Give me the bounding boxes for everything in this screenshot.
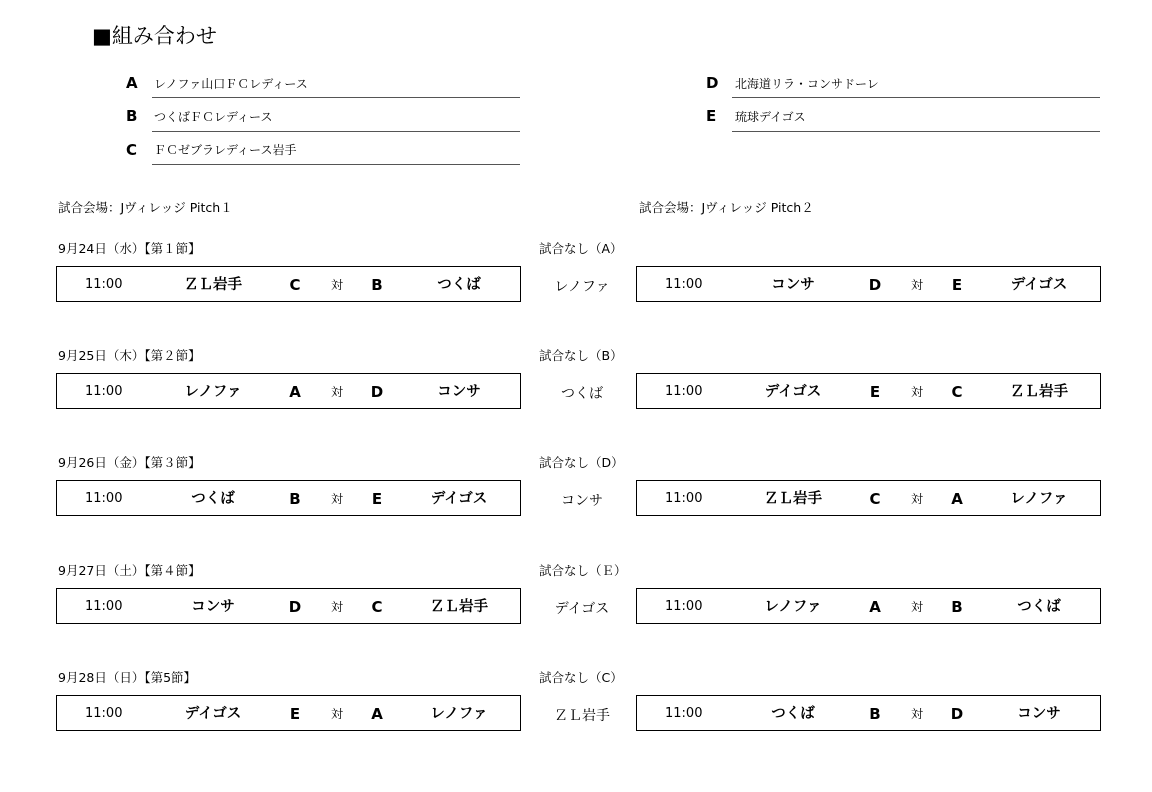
venue-pitch2: 試合会場：Jヴィレッジ Pitch２ [639,200,814,215]
vs-label: 対 [910,492,923,506]
home-letter: B [289,490,301,508]
away-letter: A [371,705,383,723]
vs-label: 対 [330,385,343,399]
match-box [636,695,1101,731]
away-letter: B [951,598,963,616]
vs-label: 対 [910,600,923,614]
match-box [56,266,521,302]
match-box [56,373,521,409]
away-team: コンサ [1017,706,1061,722]
home-letter: D [288,598,302,616]
match-time: 11:00 [85,706,123,721]
bye-team: レノファ [554,279,610,295]
round-date: 9月27日（土）【第４節】 [58,563,201,578]
vs-label: 対 [330,600,343,614]
vs-label: 対 [330,707,343,721]
team-underline [732,97,1100,98]
bye-label: 試合なし（Ｅ） [539,563,627,578]
bye-label: 試合なし（D） [539,455,624,470]
match-box [636,266,1101,302]
away-letter: C [951,383,963,401]
home-team: コンサ [191,599,235,615]
vs-label: 対 [330,278,343,292]
venue-pitch1: 試合会場：Jヴィレッジ Pitch１ [58,200,233,215]
match-time: 11:00 [665,599,703,614]
team-name: 北海道リラ・コンサドーレ [735,77,879,91]
vs-label: 対 [910,278,923,292]
home-team: レノファ [764,599,822,615]
vs-label: 対 [910,707,923,721]
bye-team: コンサ [561,493,603,509]
match-time: 11:00 [85,491,123,506]
away-letter: D [950,705,964,723]
away-team: つくば [1017,599,1061,615]
home-letter: C [869,490,881,508]
bye-label: 試合なし（A） [539,241,623,256]
team-underline [152,131,520,132]
bye-team: デイゴス [554,601,610,617]
home-team: つくば [771,706,815,722]
team-underline [152,97,520,98]
away-team: つくば [437,277,481,293]
team-name: つくばＦＣレディース [154,110,273,124]
match-time: 11:00 [665,277,703,292]
home-team: つくば [191,491,235,507]
bye-team: ＺＬ岩手 [554,708,610,724]
team-letter: D [706,74,719,92]
away-letter: D [370,383,384,401]
team-underline [152,164,520,165]
away-letter: E [951,276,963,294]
home-team: ＺＬ岩手 [184,277,242,293]
team-letter: B [126,107,138,125]
home-team: レノファ [184,384,242,400]
home-letter: E [869,383,881,401]
home-letter: C [289,276,301,294]
team-name: ＦＣゼブラレディース岩手 [154,143,297,157]
team-name: 琉球デイゴス [735,110,806,124]
team-letter: A [126,74,138,92]
home-team: デイゴス [764,384,822,400]
away-letter: B [371,276,383,294]
away-team: ＺＬ岩手 [430,599,488,615]
team-letter: C [126,141,138,159]
away-letter: E [371,490,383,508]
team-letter: E [706,107,717,125]
match-time: 11:00 [85,384,123,399]
match-time: 11:00 [85,599,123,614]
away-team: ＺＬ岩手 [1010,384,1068,400]
home-letter: A [289,383,301,401]
bye-label: 試合なし（C） [539,670,623,685]
team-underline [732,131,1100,132]
away-team: コンサ [437,384,481,400]
home-team: デイゴス [184,706,242,722]
team-name: レノファ山口ＦＣレディース [154,77,308,91]
away-letter: C [371,598,383,616]
match-box [56,695,521,731]
home-letter: B [869,705,881,723]
home-team: コンサ [771,277,815,293]
vs-label: 対 [330,492,343,506]
vs-label: 対 [910,385,923,399]
away-letter: A [951,490,963,508]
home-letter: A [869,598,881,616]
match-box [636,373,1101,409]
away-team: デイゴス [430,491,488,507]
round-date: 9月24日（水）【第１節】 [58,241,201,256]
round-date: 9月25日（木）【第２節】 [58,348,201,363]
home-letter: D [868,276,882,294]
match-box [636,588,1101,624]
home-team: ＺＬ岩手 [764,491,822,507]
round-date: 9月28日（日）【第5節】 [58,670,197,685]
match-box [636,480,1101,516]
match-time: 11:00 [665,384,703,399]
away-team: レノファ [430,706,488,722]
away-team: デイゴス [1010,277,1068,293]
home-letter: E [289,705,301,723]
match-box [56,480,521,516]
page-title: ■組み合わせ [92,24,217,48]
away-team: レノファ [1010,491,1068,507]
match-time: 11:00 [85,277,123,292]
bye-team: つくば [561,386,603,402]
round-date: 9月26日（金）【第３節】 [58,455,201,470]
bye-label: 試合なし（B） [539,348,623,363]
match-time: 11:00 [665,706,703,721]
match-time: 11:00 [665,491,703,506]
match-box [56,588,521,624]
